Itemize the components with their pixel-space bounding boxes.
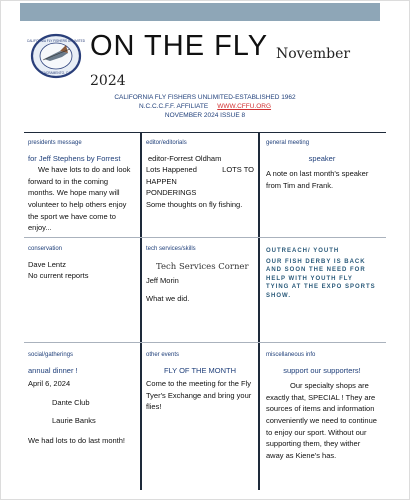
- column-divider-left: [140, 133, 142, 490]
- issue-line: NOVEMBER 2024 ISSUE 8: [164, 112, 246, 119]
- row-divider-1: [24, 237, 386, 238]
- section-sub: support our supporters!: [283, 365, 361, 375]
- org-established-line: CALIFORNIA FLY FISHERS UNLIMITED-ESTABLISHED 1962: [114, 94, 296, 101]
- newsletter-title: ON THE FLY: [90, 30, 269, 62]
- section-body: What we did.: [146, 293, 190, 303]
- event-date: April 6, 2024: [28, 379, 71, 389]
- section-body: Come to the meeting for the Fly Tyer's Exchange and bring your flies!: [146, 379, 252, 412]
- website-link[interactable]: WWW.CFFU.ORG: [217, 103, 272, 110]
- section-sub: FLY OF THE MONTH: [163, 365, 237, 375]
- logo-text-bottom: SACRAMENTO, CA: [41, 71, 71, 75]
- row-divider-2: [24, 342, 386, 343]
- section-heading: general meeting: [266, 140, 310, 146]
- social-gatherings-section: [28, 350, 134, 447]
- editor-line-1-left: Lots Happened: [146, 165, 197, 175]
- column-divider-right: [258, 133, 260, 490]
- editor-line-1: [146, 164, 254, 176]
- org-affiliate-line: [0, 103, 410, 110]
- editor-line-3: PONDERINGS: [146, 188, 197, 198]
- editor-line-1-right: LOTS TO: [222, 165, 254, 175]
- section-heading: tech services/skills: [146, 246, 196, 252]
- section-body: A note on last month's speaker from Tim and Frank.: [266, 169, 369, 190]
- section-heading: editor/editorials: [146, 140, 187, 146]
- section-body: OUR FISH DERBY IS BACK AND SOON THE NEED FOR HELP WITH YOUTH FLY TYING AT THE EXPO SPORTS SHOW.: [266, 258, 376, 299]
- section-sub: annual dinner !: [28, 365, 78, 375]
- affiliate-text: N.C.C.C.F.F. AFFILIATE: [138, 103, 209, 110]
- section-body: We had lots to do last month!: [28, 435, 125, 445]
- section-heading: presidents message: [28, 140, 82, 146]
- section-name: Dave Lentz: [28, 259, 66, 269]
- general-meeting-section: [266, 138, 378, 191]
- section-heading: OUTREACH/ YOUTH: [266, 248, 340, 254]
- conservation-section: [28, 244, 134, 282]
- newsletter-month: November: [276, 46, 351, 62]
- header-color-bar: [20, 3, 380, 21]
- newsletter-year: 2024: [90, 73, 126, 89]
- section-heading: conservation: [28, 246, 63, 252]
- section-heading: miscellaneous info: [266, 352, 316, 358]
- section-body: Our specialty shops are exactly that, SPECIAL ! They are sources of items and information conveniently we need to continue to enjoy our sport. Without our supporting them, they wither away as Kiene's has.: [266, 381, 377, 460]
- club-logo: [26, 33, 86, 79]
- section-heading: social/gatherings: [28, 352, 74, 358]
- other-events-section: [146, 350, 254, 413]
- tech-services-section: [146, 244, 254, 304]
- logo-text-top: CALIFORNIA FLY FISHERS UNLIMITED: [26, 39, 86, 43]
- section-body: No current reports: [28, 271, 89, 281]
- section-name: Jeff Morin: [146, 276, 179, 286]
- top-divider: [24, 132, 386, 133]
- section-sub: speaker: [308, 153, 336, 163]
- outreach-section: [266, 246, 378, 300]
- section-body: Some thoughts on fly fishing.: [146, 199, 243, 209]
- event-contact: Laurie Banks: [52, 416, 96, 426]
- editor-line-2: HAPPEN: [146, 176, 177, 186]
- event-place: Dante Club: [52, 397, 90, 407]
- section-byline: editor-Forrest Oldham: [148, 153, 222, 163]
- editor-section: [146, 138, 254, 211]
- presidents-message-section: [28, 138, 134, 234]
- section-body: We have lots to do and look forward to in the coming months. We hope many will volunteer to help others enjoy the sport we have come to enjoy...: [28, 165, 131, 233]
- section-byline: for Jeff Stephens by Forrest: [28, 153, 121, 163]
- tech-corner-title: Tech Services Corner: [156, 261, 249, 272]
- section-heading: other events: [146, 352, 180, 358]
- miscellaneous-info-section: [266, 350, 378, 461]
